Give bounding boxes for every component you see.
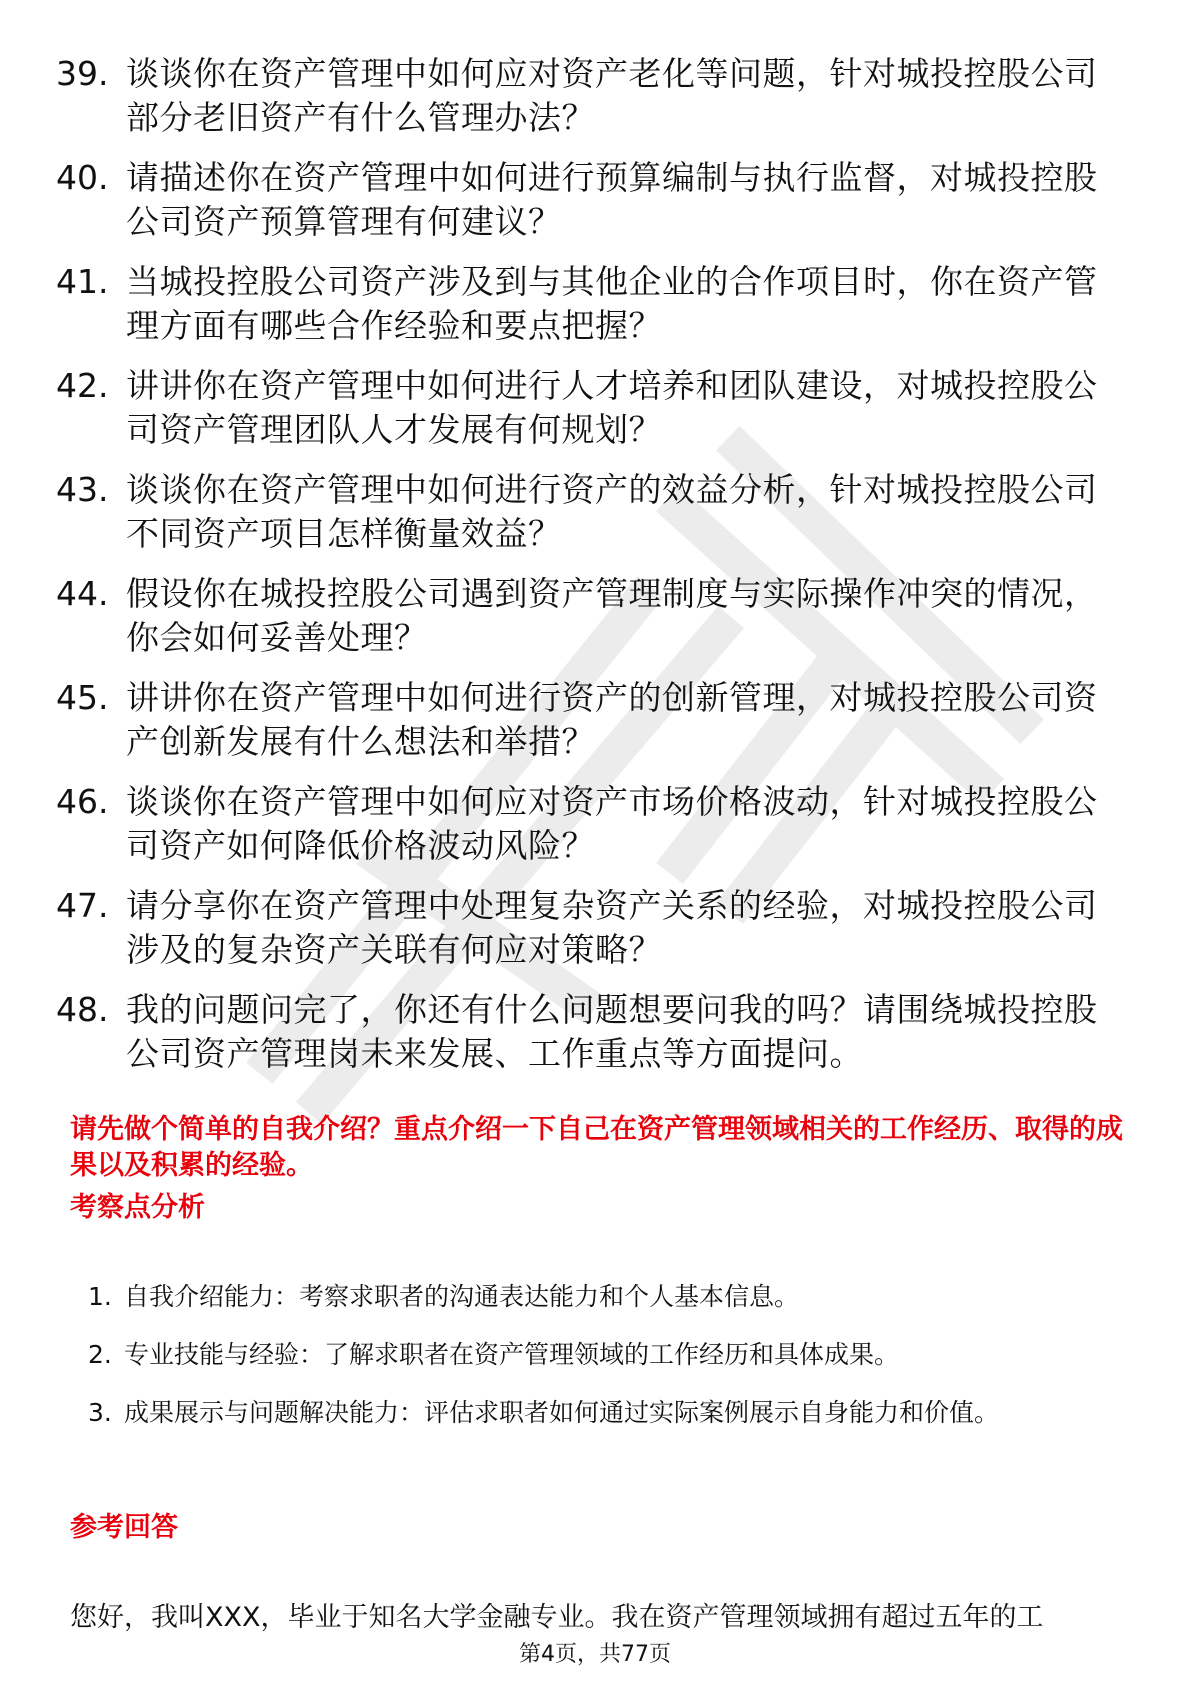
question-number: 46. [56,782,109,821]
question-number: 45. [56,678,109,717]
list-item [56,676,1136,780]
list-item [56,884,1136,988]
analysis-title: 考察点分析 [70,1192,205,1223]
point-number: 1. [88,1282,112,1311]
point-text: 成果展示与问题解决能力：评估求职者如何通过实际案例展示自身能力和价值。 [124,1398,1000,1427]
question-list [56,52,1136,1092]
question-text: 讲讲你在资产管理中如何进行资产的创新管理，对城投控股公司资产创新发展有什么想法和举措？ [126,678,1098,761]
question-text: 谈谈你在资产管理中如何进行资产的效益分析，针对城投控股公司不同资产项目怎样衡量效益？ [126,470,1098,553]
list-item [56,988,1136,1092]
list-item [56,260,1136,364]
list-item [56,52,1136,156]
question-number: 48. [56,990,109,1029]
intro-question: 请先做个简单的自我介绍？重点介绍一下自己在资产管理领域相关的工作经历、取得的成果以及积累的经验。 [70,1114,1123,1181]
list-item [88,1326,1118,1384]
question-number: 42. [56,366,109,405]
question-number: 39. [56,54,109,93]
point-number: 2. [88,1340,112,1369]
list-item [56,364,1136,468]
list-item [56,156,1136,260]
question-text: 请分享你在资产管理中处理复杂资产关系的经验，对城投控股公司涉及的复杂资产关联有何应对策略？ [126,886,1098,969]
question-text: 讲讲你在资产管理中如何进行人才培养和团队建设，对城投控股公司资产管理团队人才发展有何规划？ [126,366,1098,449]
question-text: 假设你在城投控股公司遇到资产管理制度与实际操作冲突的情况，你会如何妥善处理？ [126,574,1098,657]
reference-title: 参考回答 [70,1512,178,1543]
question-text: 请描述你在资产管理中如何进行预算编制与执行监督，对城投控股公司资产预算管理有何建议？ [126,158,1098,241]
list-item [56,468,1136,572]
point-number: 3. [88,1398,112,1427]
list-item [56,572,1136,676]
reference-answer: 您好，我叫XXX，毕业于知名大学金融专业。我在资产管理领域拥有超过五年的工 [70,1602,1044,1633]
question-text: 谈谈你在资产管理中如何应对资产市场价格波动，针对城投控股公司资产如何降低价格波动风险？ [126,782,1098,865]
question-text: 我的问题问完了，你还有什么问题想要问我的吗？请围绕城投控股公司资产管理岗未来发展、工作重点等方面提问。 [126,990,1098,1073]
analysis-points [88,1268,1118,1442]
point-text: 专业技能与经验：了解求职者在资产管理领域的工作经历和具体成果。 [124,1340,900,1369]
list-item [88,1384,1118,1442]
question-number: 40. [56,158,109,197]
question-number: 47. [56,886,109,925]
list-item [56,780,1136,884]
page-footer: 第4页，共77页 [519,1642,671,1667]
question-number: 41. [56,262,109,301]
question-text: 谈谈你在资产管理中如何应对资产老化等问题，针对城投控股公司部分老旧资产有什么管理办法？ [126,54,1098,137]
point-text: 自我介绍能力：考察求职者的沟通表达能力和个人基本信息。 [124,1282,800,1311]
question-text: 当城投控股公司资产涉及到与其他企业的合作项目时，你在资产管理方面有哪些合作经验和要点把握？ [126,262,1098,345]
list-item [88,1268,1118,1326]
question-number: 43. [56,470,109,509]
question-number: 44. [56,574,109,613]
